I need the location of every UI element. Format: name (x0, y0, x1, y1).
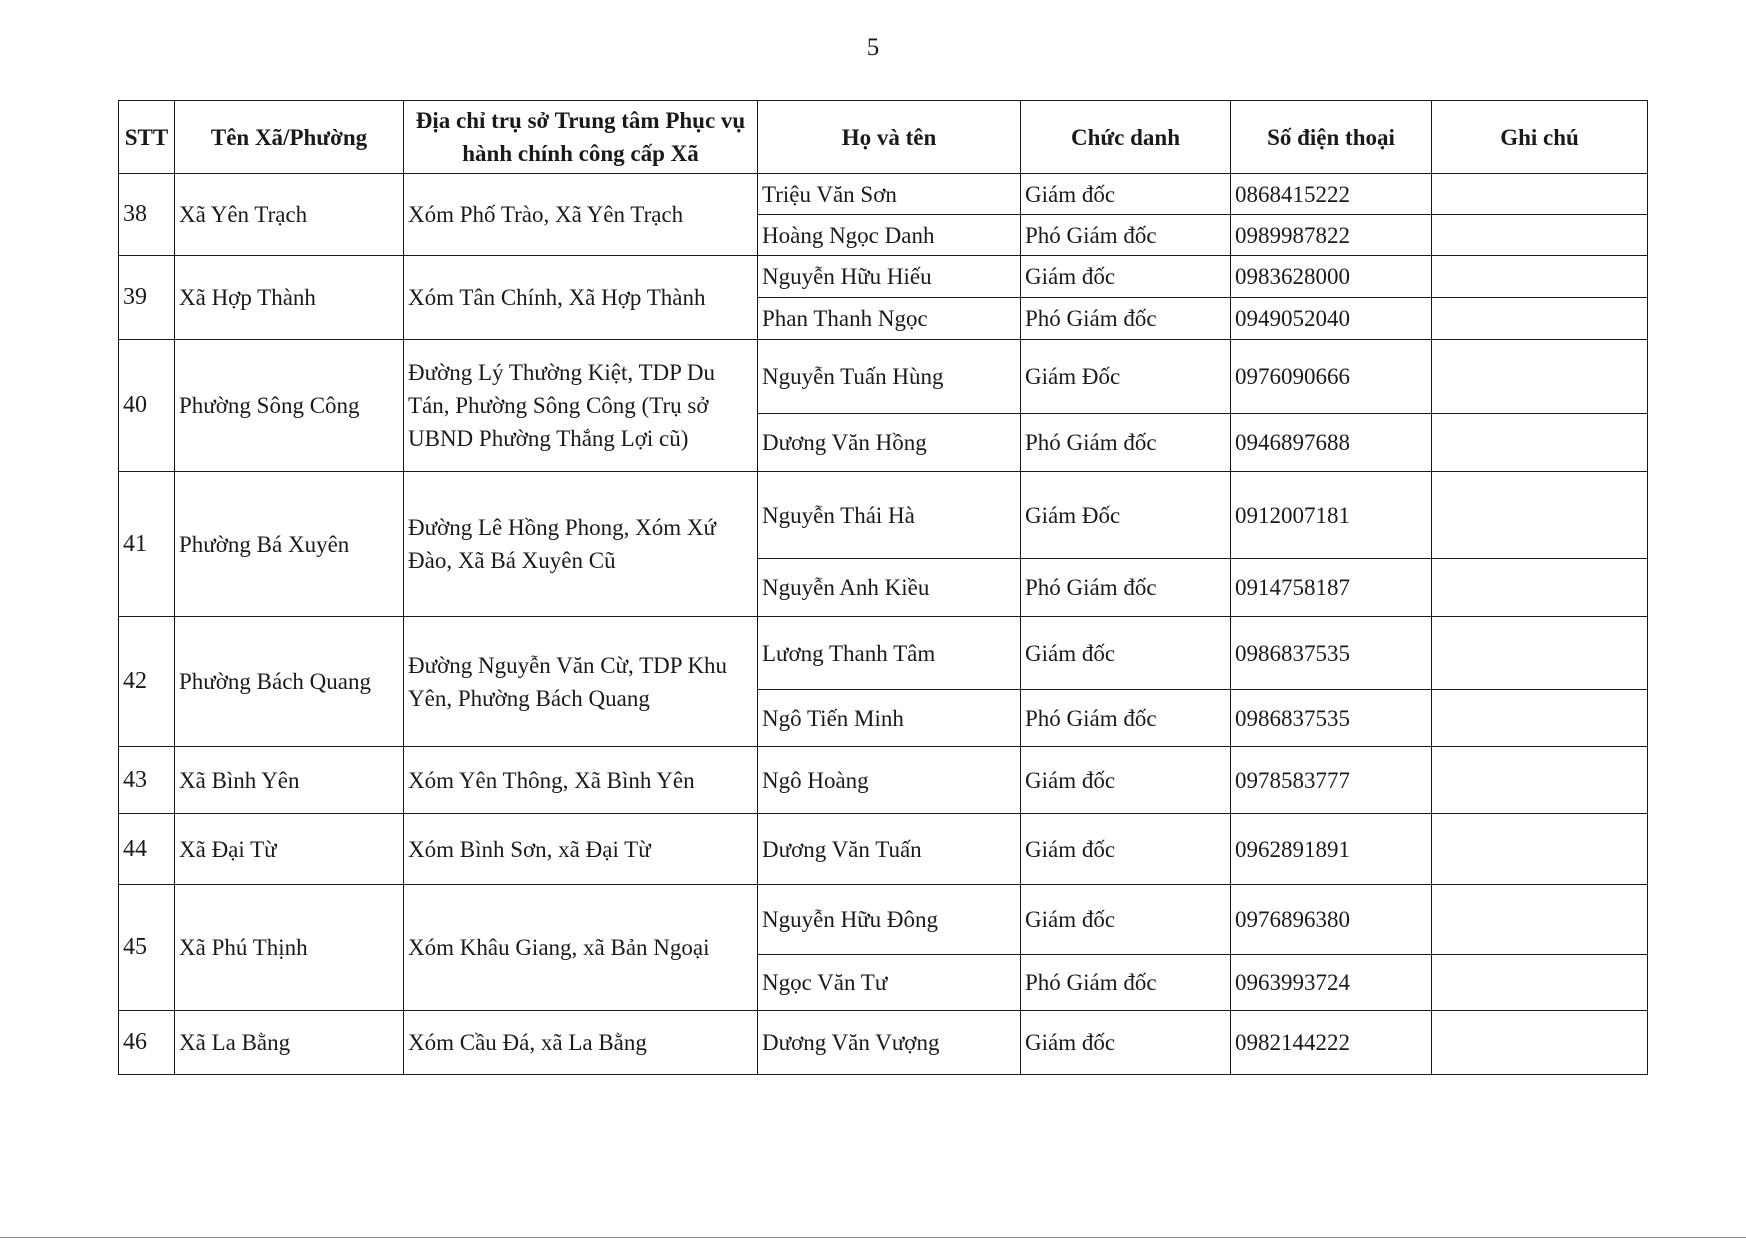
cell-name: Dương Văn Vượng (758, 1011, 1021, 1075)
cell-name: Nguyễn Hữu Đông (758, 885, 1021, 955)
cell-phone: 0986837535 (1231, 617, 1432, 690)
cell-name: Hoàng Ngọc Danh (758, 215, 1021, 256)
cell-title: Phó Giám đốc (1021, 215, 1231, 256)
cell-phone: 0946897688 (1231, 414, 1432, 472)
cell-title: Giám Đốc (1021, 472, 1231, 559)
cell-name: Dương Văn Hồng (758, 414, 1021, 472)
cell-note (1432, 472, 1648, 559)
page-number: 5 (866, 34, 880, 61)
cell-note (1432, 256, 1648, 298)
cell-title: Phó Giám đốc (1021, 690, 1231, 747)
header-stt: STT (119, 101, 175, 174)
cell-note (1432, 690, 1648, 747)
cell-title: Giám đốc (1021, 174, 1231, 215)
cell-title: Phó Giám đốc (1021, 414, 1231, 472)
cell-phone: 0982144222 (1231, 1011, 1432, 1075)
cell-name: Ngọc Văn Tư (758, 955, 1021, 1011)
cell-phone: 0912007181 (1231, 472, 1432, 559)
cell-address: Đường Lý Thường Kiệt, TDP Du Tán, Phường Sông Công (Trụ sở UBND Phường Thắng Lợi cũ) (404, 340, 758, 472)
cell-name: Nguyễn Anh Kiều (758, 559, 1021, 617)
cell-unit: Xã Phú Thịnh (175, 885, 404, 1011)
cell-stt: 43 (119, 747, 175, 814)
cell-note (1432, 559, 1648, 617)
cell-note (1432, 340, 1648, 414)
table-row (119, 340, 1648, 414)
cell-stt: 45 (119, 885, 175, 1011)
header-phone: Số điện thoại (1231, 101, 1432, 174)
cell-name: Nguyễn Tuấn Hùng (758, 340, 1021, 414)
cell-title: Phó Giám đốc (1021, 298, 1231, 340)
cell-address: Đường Nguyễn Văn Cừ, TDP Khu Yên, Phường Bách Quang (404, 617, 758, 747)
cell-name: Dương Văn Tuấn (758, 814, 1021, 885)
cell-unit: Xã Yên Trạch (175, 174, 404, 256)
cell-name: Ngô Hoàng (758, 747, 1021, 814)
table-row (119, 256, 1648, 298)
cell-phone: 0976090666 (1231, 340, 1432, 414)
cell-note (1432, 617, 1648, 690)
cell-name: Triệu Văn Sơn (758, 174, 1021, 215)
cell-phone: 0976896380 (1231, 885, 1432, 955)
cell-address: Đường Lê Hồng Phong, Xóm Xứ Đào, Xã Bá Xuyên Cũ (404, 472, 758, 617)
cell-phone: 0978583777 (1231, 747, 1432, 814)
cell-title: Giám Đốc (1021, 340, 1231, 414)
cell-title: Phó Giám đốc (1021, 955, 1231, 1011)
table-row (119, 1011, 1648, 1075)
cell-unit: Xã Hợp Thành (175, 256, 404, 340)
cell-title: Giám đốc (1021, 1011, 1231, 1075)
cell-note (1432, 215, 1648, 256)
cell-note (1432, 1011, 1648, 1075)
page-bottom-edge (0, 1237, 1746, 1238)
table-row (119, 617, 1648, 690)
cell-title: Giám đốc (1021, 814, 1231, 885)
cell-stt: 40 (119, 340, 175, 472)
cell-address: Xóm Tân Chính, Xã Hợp Thành (404, 256, 758, 340)
cell-phone: 0963993724 (1231, 955, 1432, 1011)
table-row (119, 747, 1648, 814)
header-row (119, 101, 1648, 174)
cell-phone: 0949052040 (1231, 298, 1432, 340)
cell-unit: Xã Đại Từ (175, 814, 404, 885)
header-unit: Tên Xã/Phường (175, 101, 404, 174)
cell-title: Giám đốc (1021, 256, 1231, 298)
cell-address: Xóm Cầu Đá, xã La Bằng (404, 1011, 758, 1075)
cell-address: Xóm Bình Sơn, xã Đại Từ (404, 814, 758, 885)
cell-name: Nguyễn Thái Hà (758, 472, 1021, 559)
cell-unit: Phường Bách Quang (175, 617, 404, 747)
cell-stt: 39 (119, 256, 175, 340)
cell-name: Nguyễn Hữu Hiếu (758, 256, 1021, 298)
cell-note (1432, 955, 1648, 1011)
cell-note (1432, 814, 1648, 885)
cell-address: Xóm Yên Thông, Xã Bình Yên (404, 747, 758, 814)
cell-stt: 42 (119, 617, 175, 747)
cell-unit: Phường Sông Công (175, 340, 404, 472)
cell-note (1432, 298, 1648, 340)
roster-table (118, 100, 1648, 1075)
cell-note (1432, 174, 1648, 215)
header-title: Chức danh (1021, 101, 1231, 174)
cell-address: Xóm Phố Trào, Xã Yên Trạch (404, 174, 758, 256)
cell-name: Phan Thanh Ngọc (758, 298, 1021, 340)
cell-phone: 0989987822 (1231, 215, 1432, 256)
cell-unit: Phường Bá Xuyên (175, 472, 404, 617)
cell-phone: 0868415222 (1231, 174, 1432, 215)
cell-stt: 41 (119, 472, 175, 617)
cell-address: Xóm Khâu Giang, xã Bản Ngoại (404, 885, 758, 1011)
header-note: Ghi chú (1432, 101, 1648, 174)
header-address: Địa chỉ trụ sở Trung tâm Phục vụ hành chính công cấp Xã (404, 101, 758, 174)
cell-unit: Xã La Bằng (175, 1011, 404, 1075)
cell-stt: 38 (119, 174, 175, 256)
cell-unit: Xã Bình Yên (175, 747, 404, 814)
cell-title: Giám đốc (1021, 747, 1231, 814)
cell-title: Giám đốc (1021, 617, 1231, 690)
cell-note (1432, 414, 1648, 472)
cell-name: Ngô Tiến Minh (758, 690, 1021, 747)
header-name: Họ và tên (758, 101, 1021, 174)
cell-phone: 0914758187 (1231, 559, 1432, 617)
cell-title: Phó Giám đốc (1021, 559, 1231, 617)
table-row (119, 174, 1648, 215)
cell-phone: 0962891891 (1231, 814, 1432, 885)
table-row (119, 472, 1648, 559)
table-row (119, 814, 1648, 885)
cell-title: Giám đốc (1021, 885, 1231, 955)
cell-name: Lương Thanh Tâm (758, 617, 1021, 690)
cell-phone: 0983628000 (1231, 256, 1432, 298)
cell-stt: 44 (119, 814, 175, 885)
cell-stt: 46 (119, 1011, 175, 1075)
cell-note (1432, 747, 1648, 814)
table-row (119, 885, 1648, 955)
cell-note (1432, 885, 1648, 955)
cell-phone: 0986837535 (1231, 690, 1432, 747)
